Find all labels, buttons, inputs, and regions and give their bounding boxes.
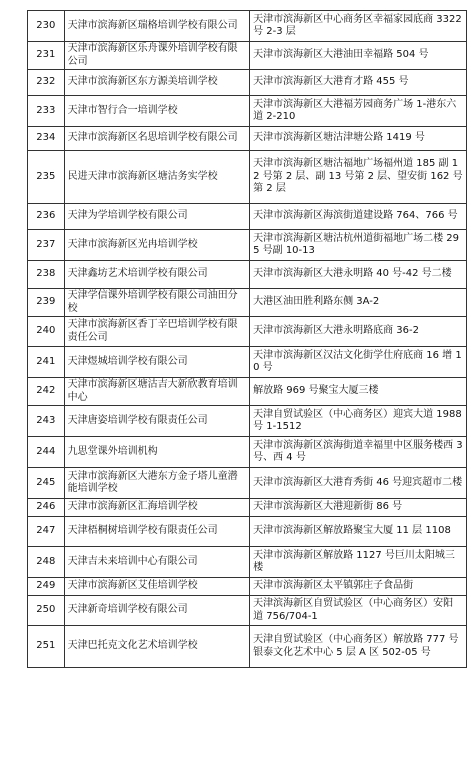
school-address: 天津市滨海新区塘沽津塘公路 1419 号 xyxy=(250,127,467,151)
row-number: 237 xyxy=(28,230,65,261)
table-row xyxy=(28,42,467,70)
row-number: 235 xyxy=(28,151,65,204)
school-name: 天津市滨海新区汇海培训学校 xyxy=(64,499,249,517)
table-row xyxy=(28,127,467,151)
school-name: 天津鑫坊艺术培训学校有限公司 xyxy=(64,261,249,289)
row-number: 249 xyxy=(28,578,65,596)
school-name: 天津巴托克文化艺术培训学校 xyxy=(64,626,249,668)
school-name: 天津煜城培训学校有限公司 xyxy=(64,347,249,378)
school-name: 天津市滨海新区大港东方金子塔儿童潜能培训学校 xyxy=(64,468,249,499)
table-row xyxy=(28,378,467,406)
row-number: 238 xyxy=(28,261,65,289)
table-row xyxy=(28,261,467,289)
school-name: 天津市滨海新区艾佳培训学校 xyxy=(64,578,249,596)
row-number: 236 xyxy=(28,204,65,230)
table-row xyxy=(28,499,467,517)
table-row xyxy=(28,547,467,578)
school-name: 天津市滨海新区光冉培训学校 xyxy=(64,230,249,261)
school-address: 天津市滨海新区解放路 1127 号巨川太阳城三楼 xyxy=(250,547,467,578)
row-number: 232 xyxy=(28,70,65,96)
row-number: 250 xyxy=(28,596,65,626)
row-number: 241 xyxy=(28,347,65,378)
row-number: 234 xyxy=(28,127,65,151)
school-address: 天津市滨海新区解放路聚宝大厦 11 层 1108 xyxy=(250,517,467,547)
table-row xyxy=(28,70,467,96)
school-name: 天津梧桐树培训学校有限责任公司 xyxy=(64,517,249,547)
school-address: 天津市滨海新区太平镇郭庄子食品街 xyxy=(250,578,467,596)
table-row xyxy=(28,204,467,230)
school-address: 天津市滨海新区大港福芳园商务广场 1-港东六道 2-210 xyxy=(250,96,467,127)
school-address: 大港区油田胜利路东侧 3A-2 xyxy=(250,289,467,317)
school-address: 解放路 969 号聚宝大厦三楼 xyxy=(250,378,467,406)
school-name: 天津吉未来培训中心有限公司 xyxy=(64,547,249,578)
school-address: 天津市滨海新区大港迎新街 86 号 xyxy=(250,499,467,517)
table-row xyxy=(28,96,467,127)
school-address: 天津市滨海新区海滨街道建设路 764、766 号 xyxy=(250,204,467,230)
school-name: 天津市滨海新区香丁辛巴培训学校有限责任公司 xyxy=(64,317,249,347)
row-number: 247 xyxy=(28,517,65,547)
row-number: 233 xyxy=(28,96,65,127)
school-name: 民进天津市滨海新区塘沽务实学校 xyxy=(64,151,249,204)
school-address: 天津自贸试验区（中心商务区）解放路 777 号银泰文化艺术中心 5 层 A 区 502-05 号 xyxy=(250,626,467,668)
school-name: 天津市滨海新区名思培训学校有限公司 xyxy=(64,127,249,151)
row-number: 244 xyxy=(28,437,65,468)
table-row xyxy=(28,317,467,347)
school-address: 天津市滨海新区大港育秀街 46 号迎宾超市二楼 xyxy=(250,468,467,499)
school-list-table-wrapper xyxy=(27,10,467,668)
school-name: 天津新奇培训学校有限公司 xyxy=(64,596,249,626)
school-name: 九思堂课外培训机构 xyxy=(64,437,249,468)
row-number: 245 xyxy=(28,468,65,499)
table-row xyxy=(28,437,467,468)
school-address: 天津市滨海新区大港油田幸福路 504 号 xyxy=(250,42,467,70)
row-number: 231 xyxy=(28,42,65,70)
school-address: 天津市滨海新区塘沽福地广场福州道 185 副 12 号第 2 层、副 13 号第 2 层、望安街 162 号第 2 层 xyxy=(250,151,467,204)
table-row xyxy=(28,11,467,42)
school-name: 天津唐姿培训学校有限责任公司 xyxy=(64,406,249,437)
table-row xyxy=(28,468,467,499)
row-number: 248 xyxy=(28,547,65,578)
row-number: 242 xyxy=(28,378,65,406)
school-address: 天津市滨海新区大港永明路底商 36-2 xyxy=(250,317,467,347)
row-number: 246 xyxy=(28,499,65,517)
row-number: 230 xyxy=(28,11,65,42)
table-row xyxy=(28,626,467,668)
school-name: 天津市滨海新区乐舟课外培训学校有限公司 xyxy=(64,42,249,70)
school-name: 天津市滨海新区塘沽吉大新欣教育培训中心 xyxy=(64,378,249,406)
row-number: 243 xyxy=(28,406,65,437)
table-row xyxy=(28,347,467,378)
table-row xyxy=(28,151,467,204)
school-address: 天津市滨海新区滨海街道幸福里中区服务楼西 3 号、西 4 号 xyxy=(250,437,467,468)
school-name: 天津市滨海新区瑞格培训学校有限公司 xyxy=(64,11,249,42)
table-row xyxy=(28,596,467,626)
school-name: 天津为学培训学校有限公司 xyxy=(64,204,249,230)
school-address: 天津市滨海新区塘沽杭州道街福地广场二楼 295 号副 10-13 xyxy=(250,230,467,261)
school-name: 天津市滨海新区东方源美培训学校 xyxy=(64,70,249,96)
school-address: 天津市滨海新区中心商务区幸福家园底商 3322 号 2-3 层 xyxy=(250,11,467,42)
table-row xyxy=(28,517,467,547)
school-address: 天津自贸试验区（中心商务区）迎宾大道 1988 号 1-1512 xyxy=(250,406,467,437)
table-row xyxy=(28,289,467,317)
school-name: 天津市智行合一培训学校 xyxy=(64,96,249,127)
table-row xyxy=(28,406,467,437)
table-body xyxy=(28,11,467,668)
table-row xyxy=(28,230,467,261)
row-number: 251 xyxy=(28,626,65,668)
school-address: 天津市滨海新区大港育才路 455 号 xyxy=(250,70,467,96)
school-list-table xyxy=(27,10,467,668)
school-address: 天津市滨海新区大港永明路 40 号-42 号二楼 xyxy=(250,261,467,289)
row-number: 240 xyxy=(28,317,65,347)
school-name: 天津学信课外培训学校有限公司油田分校 xyxy=(64,289,249,317)
row-number: 239 xyxy=(28,289,65,317)
school-address: 天津滨海新区自贸试验区（中心商务区）安阳道 756/704-1 xyxy=(250,596,467,626)
table-row xyxy=(28,578,467,596)
school-address: 天津市滨海新区汉沽文化街学仕府底商 16 增 10 号 xyxy=(250,347,467,378)
